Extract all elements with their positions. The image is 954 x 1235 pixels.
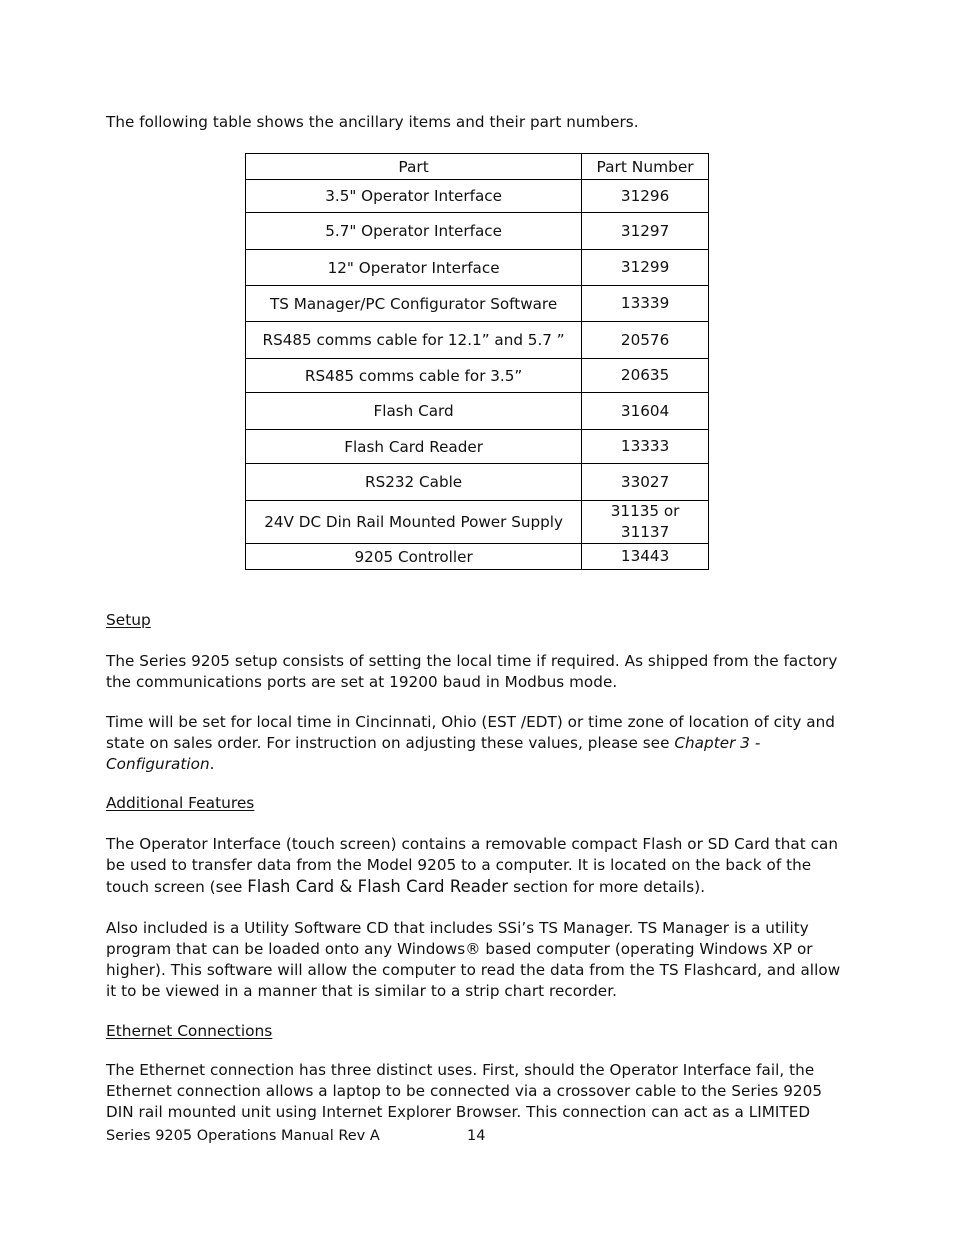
part-cell: 3.5" Operator Interface bbox=[246, 180, 582, 213]
setup-paragraph-1: The Series 9205 setup consists of setting the local time if required. As shipped from the factory the communications ports are set at 19200 baud in Modbus mode. bbox=[106, 652, 838, 691]
setup-p2-end: . bbox=[209, 755, 215, 773]
ethernet-heading: Ethernet Connections bbox=[106, 1022, 273, 1040]
additional-paragraph-2: Also included is a Utility Software CD that includes SSi’s TS Manager. TS Manager is a utility program that can be loaded onto any Windows® based computer (operating Windows XP or higher). This software will allow the computer to read the data from the TS Flashcard, and allow it to be viewed in a manner that is similar to a strip chart recorder. bbox=[106, 919, 841, 1000]
table-row bbox=[246, 322, 709, 359]
table-row bbox=[246, 359, 709, 393]
part-number-cell: 20576 bbox=[582, 322, 709, 359]
footer-page-number: 14 bbox=[467, 1128, 486, 1144]
table-row bbox=[246, 250, 709, 286]
part-cell: Flash Card Reader bbox=[246, 430, 582, 464]
part-number-cell: 31135 or 31137 bbox=[582, 501, 709, 544]
part-number-cell: 31299 bbox=[582, 250, 709, 286]
table-header-row bbox=[246, 154, 709, 180]
part-cell: TS Manager/PC Configurator Software bbox=[246, 286, 582, 322]
table-row bbox=[246, 464, 709, 501]
parts-table bbox=[245, 153, 709, 570]
footer-manual-title: Series 9205 Operations Manual Rev A bbox=[106, 1128, 380, 1144]
table-row bbox=[246, 430, 709, 464]
intro-text: The following table shows the ancillary items and their part numbers. bbox=[106, 113, 639, 131]
table-row bbox=[246, 393, 709, 430]
part-number-cell: 31297 bbox=[582, 213, 709, 250]
part-cell: 5.7" Operator Interface bbox=[246, 213, 582, 250]
part-number-cell: 31604 bbox=[582, 393, 709, 430]
header-part: Part bbox=[246, 154, 582, 180]
additional-p1-text: The Operator Interface (touch screen) contains a removable compact Flash or SD Card that can be used to transfer data from the Model 9205 to a computer. It is located on the back of the touch screen (see bbox=[106, 835, 839, 896]
flash-card-reference: Flash Card & Flash Card Reader bbox=[247, 877, 509, 896]
header-part-number: Part Number bbox=[582, 154, 709, 180]
part-cell: 9205 Controller bbox=[246, 544, 582, 570]
table-row bbox=[246, 501, 709, 544]
table-row bbox=[246, 286, 709, 322]
part-number-cell: 13333 bbox=[582, 430, 709, 464]
part-number-cell: 13443 bbox=[582, 544, 709, 570]
additional-features-heading: Additional Features bbox=[106, 794, 255, 812]
setup-p2-text: Time will be set for local time in Cincinnati, Ohio (EST /EDT) or time zone of location of city and state on sales order. For instruction on adjusting these values, please see bbox=[106, 713, 835, 752]
setup-paragraph-2 bbox=[106, 712, 851, 775]
part-number-cell: 33027 bbox=[582, 464, 709, 501]
ethernet-paragraph-1: The Ethernet connection has three distinct uses. First, should the Operator Interface fail, the Ethernet connection allows a laptop to be connected via a crossover cable to the Series 9205 DIN rail mounted unit using Internet Explorer Browser. This connection can act as a LIMITED bbox=[106, 1061, 823, 1121]
part-cell: RS485 comms cable for 3.5” bbox=[246, 359, 582, 393]
additional-p1-end: section for more details). bbox=[508, 878, 706, 896]
part-number-cell: 31296 bbox=[582, 180, 709, 213]
chapter-reference: Chapter 3 - Configuration bbox=[106, 734, 761, 773]
part-cell: 12" Operator Interface bbox=[246, 250, 582, 286]
table-row bbox=[246, 213, 709, 250]
setup-heading: Setup bbox=[106, 611, 151, 629]
table-row bbox=[246, 180, 709, 213]
part-cell: RS232 Cable bbox=[246, 464, 582, 501]
part-number-cell: 13339 bbox=[582, 286, 709, 322]
part-number-cell: 20635 bbox=[582, 359, 709, 393]
part-cell: RS485 comms cable for 12.1” and 5.7 ” bbox=[246, 322, 582, 359]
additional-paragraph-1 bbox=[106, 834, 851, 898]
part-cell: Flash Card bbox=[246, 393, 582, 430]
part-cell: 24V DC Din Rail Mounted Power Supply bbox=[246, 501, 582, 544]
table-row bbox=[246, 544, 709, 570]
